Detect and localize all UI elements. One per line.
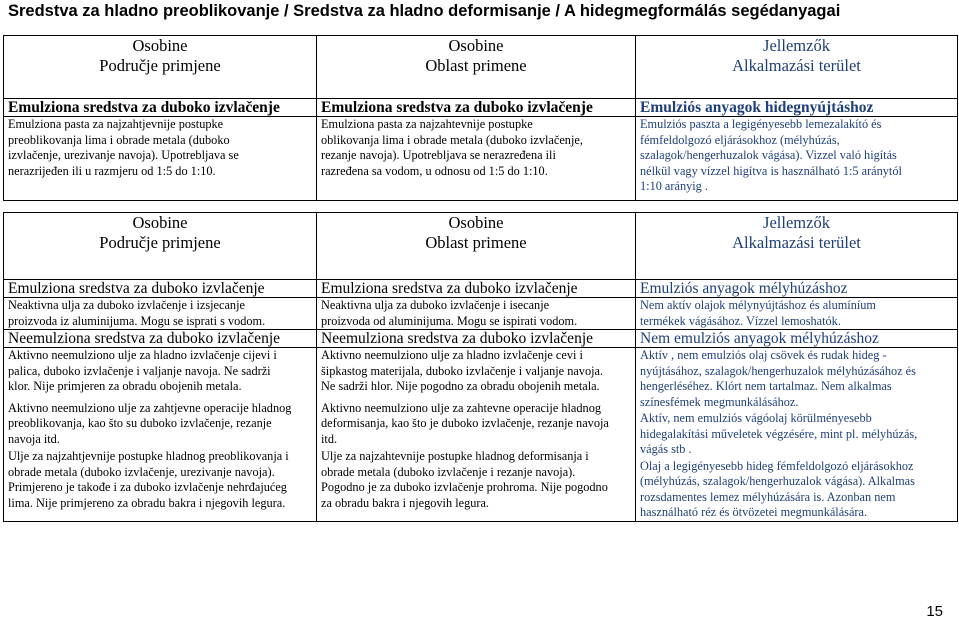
text-line: proizvoda iz aluminijuma. Mogu se isprati s vodom. [8,313,266,328]
header-application: Oblast primene [425,233,527,252]
text-line: használható réz és ötvözetei megmunkálására. [640,505,868,519]
text-line: Emulziona pasta za najzahtevnije postupke [321,117,533,131]
text-line: Ulje za najzahtjevnije postupke hladnog preoblikovanja i [8,449,289,463]
category-row [4,280,958,298]
text-line: Aktivno neemulziono ulje za zahtjevne operacije hladnog [8,400,292,415]
text-line: Aktív, nem emulziós vágóolaj körülményesebb [640,411,872,425]
header-properties: Osobine [448,213,504,232]
page-number: 15 [926,603,943,620]
category-cell: Emulziós anyagok hidegnyújtáshoz [636,99,958,117]
text-line: deformisanja, kao što je duboko izvlačenje, rezanje navoja [321,416,609,430]
description-cell [4,117,317,201]
category-row [4,330,958,348]
text-line: preoblikovanja lima i obrade metala (duboko [8,132,230,147]
text-line: Aktivno neemulziono ulje za hladno izvlačenje cevi i [321,348,583,362]
text-line: Aktív , nem emulziós olaj csövek és rudak hideg - [640,348,887,362]
text-line: hengerléséhez. Klórt nem tartalmaz. Nem alkalmas [640,379,892,393]
text-line: Emulziós paszta a legigényesebb lemezalakító és [640,117,882,131]
product-block [640,459,953,521]
text-line: termékek vágásához. Vízzel lemoshatók. [640,313,841,328]
description-cell [317,348,636,522]
page-title: Sredstva za hladno preoblikovanje / Sredstva za hladno deformisanje / A hidegmegformálás segédanyagai [8,2,841,20]
text-line: Neaktivna ulja za duboko izvlačenje i isecanje [321,298,550,312]
text-line: szalagok/hengerhuzalok vágása). Vizzel való higítás [640,148,897,162]
description-cell [317,117,636,201]
text-line: Aktivno neemulziono ulje za hladno izvlačenje cijevi i [8,348,277,362]
text-line: fémfeldolgozó eljárásokhoz (mélyhúzás, [640,132,840,147]
product-block [640,411,953,458]
text-line: Neaktivna ulja za duboko izvlačenje i izsjecanje [8,298,245,312]
product-block [321,449,631,511]
text-line: rozsdamentes lemez mélyhúzására is. Azonban nem [640,489,896,504]
text-line: oblikovanja lima i obrade metala (duboko izvlačenje, [321,132,583,147]
product-block [8,348,312,395]
header-properties: Osobine [132,213,188,232]
text-line: za obradu bakra i njegovih legura. [321,495,489,510]
text-line: Primjereno je takođe i za duboko izvlačenje nehrđajućeg [8,480,287,494]
header-cell-sr [317,36,636,99]
product-block [640,348,953,410]
table-header-row [4,213,958,280]
category-cell: Neemulziona sredstva za duboko izvlačenje [317,330,636,348]
header-application: Oblast primene [425,56,527,75]
text-line: Nem aktív olajok mélynyújtáshoz és alumíníum [640,298,876,312]
text-line: itd. [321,431,338,446]
header-properties: Osobine [448,36,504,55]
description-cell [636,117,958,201]
category-cell: Emulziona sredstva za duboko izvlačenje [4,99,317,117]
category-cell: Neemulziona sredstva za duboko izvlačenje [4,330,317,348]
product-block [8,401,312,448]
header-cell-sr [317,213,636,280]
header-application: Područje primjene [99,56,221,75]
header-cell-hu [636,213,958,280]
text-line: rezanje navoja). Upotrebljava se nerazređena ili [321,148,556,162]
text-line: Pogodno je za duboko izvlačenje prohroma. Nije pogodno [321,480,608,494]
description-cell [4,298,317,330]
header-cell-bs [4,213,317,280]
description-cell [636,298,958,330]
table-header-row [4,36,958,99]
text-line: színesfémek megmunkálásához. [640,394,799,409]
category-row [4,99,958,117]
header-application: Alkalmazási terület [732,233,861,252]
text-line: nyújtásához, szalagok/hengerhuzalok mélyhúzásához és [640,363,916,378]
header-properties: Jellemzők [763,213,830,232]
text-line: klor. Nije primjeren za obradu obojenih metala. [8,379,242,393]
table-row [4,117,958,201]
text-line: izvlačenje, urezivanje navoja). Upotrebljava se [8,148,239,162]
category-cell: Emulziós anyagok mélyhúzáshoz [636,280,958,298]
category-cell: Nem emulziós anyagok mélyhúzáshoz [636,330,958,348]
product-block [321,348,631,395]
product-block [321,401,631,448]
text-line: nerazrijeđen ili u razmjeru od 1:5 do 1:10. [8,163,216,178]
category-cell: Emulziona sredstva za duboko izvlačenje [317,280,636,298]
description-cell [4,348,317,522]
description-cell [636,348,958,522]
category-cell: Emulziona sredstva za duboko izvlačenje [317,99,636,117]
text-line: navoja itd. [8,431,60,446]
header-application: Alkalmazási terület [732,56,861,75]
table-emulsion-drawing [3,35,958,201]
text-line: vágás stb . [640,442,692,456]
text-line: hidegalakítási műveletek végzésére, mint pl. mélyhúzás, [640,426,918,441]
text-line: obrade metala (duboko izvlačenje, urezivanje navoja). [8,464,275,479]
text-line: Aktivno neemulziono ulje za zahtevne operacije hladnog [321,400,601,415]
text-line: obrade metala (duboko izvlačenje i rezanje navoja). [321,464,576,479]
header-cell-hu [636,36,958,99]
header-properties: Osobine [132,36,188,55]
table-deep-drawing [3,212,958,522]
text-line: (mélyhúzás, szalagok/hengerhuzalok vágása). Alkalmas [640,474,915,488]
header-properties: Jellemzők [763,36,830,55]
text-line: Emulziona pasta za najzahtjevnije postupke [8,117,224,131]
header-application: Područje primjene [99,233,221,252]
text-line: preoblikovanja, kao što su duboko izvlačenje, rezanje [8,416,272,430]
header-cell-bs [4,36,317,99]
text-line: Ulje za najzahtevnije postupke hladnog deformisanja i [321,449,589,463]
text-line: šipkastog materijala, duboko izvlačenje i valjanje navoja. [321,363,604,378]
table-row [4,348,958,522]
text-line: Ne sadrži hlor. Nije pogodno za obradu obojenih metala. [321,379,600,393]
product-block [8,449,312,511]
text-line: palica, duboko izvlačenje i valjanje navoja. Ne sadrži [8,363,271,378]
text-line: nélkül vagy vízzel higítva is használható 1:5 aránytól [640,163,902,178]
description-cell [317,298,636,330]
text-line: razređena sa vodom, u odnosu od 1:5 do 1:10. [321,163,548,178]
text-line: proizvoda od aluminijuma. Mogu se ispirati vodom. [321,313,578,328]
table-row [4,298,958,330]
text-line: lima. Nije primjereno za obradu bakra i njegovih legura. [8,495,286,510]
category-cell: Emulziona sredstva za duboko izvlačenje [4,280,317,298]
text-line: Olaj a legigényesebb hideg fémfeldolgozó eljárásokhoz [640,458,914,473]
text-line: 1:10 arányig . [640,179,708,193]
